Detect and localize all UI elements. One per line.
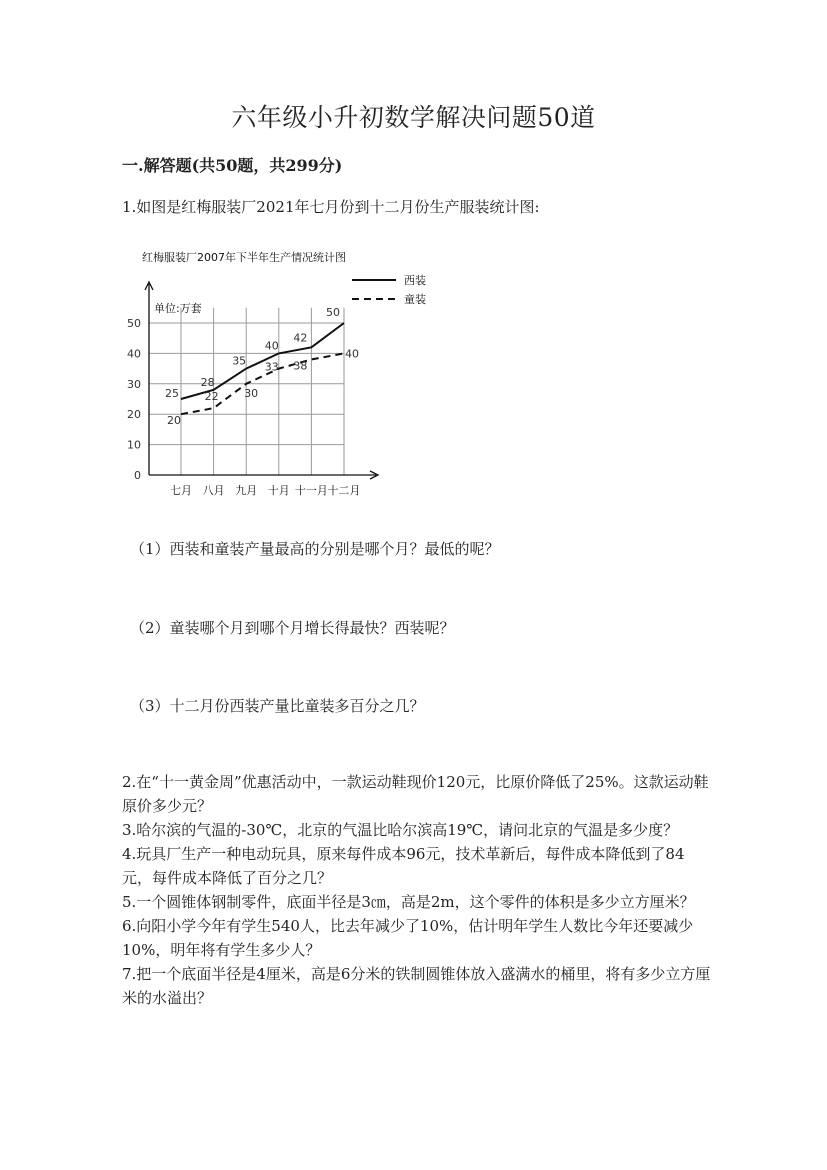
x-tick-label: 九月 [235, 484, 258, 497]
data-label: 30 [244, 386, 259, 400]
page-title: 六年级小升初数学解决问题50道 [231, 103, 596, 132]
y-tick-label: 20 [127, 408, 141, 422]
sub-question-1: （1）西装和童装产量最高的分别是哪个月？最低的呢？ [130, 540, 500, 558]
y-tick-label: 10 [127, 438, 141, 452]
chart-legend [352, 273, 426, 306]
chart-unit-label: 单位:万套 [154, 302, 202, 315]
x-tick-label: 十月 [267, 484, 290, 497]
legend-label: 西装 [404, 274, 426, 287]
data-label: 28 [200, 375, 215, 389]
x-tick-label: 十一月 [294, 484, 328, 497]
y-tick-label: 0 [134, 469, 141, 482]
data-label: 33 [264, 360, 279, 374]
data-labels [165, 306, 359, 427]
y-tick-labels [127, 317, 141, 482]
data-label: 42 [293, 331, 308, 345]
x-tick-label: 七月 [170, 484, 192, 497]
data-label: 35 [232, 354, 247, 368]
problem-list [122, 770, 712, 1010]
sub-question-3: （3）十二月份西装产量比童装多百分之几？ [130, 697, 425, 715]
chart-svg [120, 246, 426, 506]
sub-question-2: （2）童装哪个月到哪个月增长得最快？西装呢？ [130, 619, 455, 637]
x-tick-label: 十二月 [327, 484, 361, 497]
y-tick-label: 30 [127, 377, 141, 391]
chart-title: 红梅服装厂2007年下半年生产情况统计图 [142, 251, 346, 264]
x-tick-label: 八月 [202, 484, 225, 497]
x-tick-labels [170, 483, 361, 497]
data-label: 20 [167, 414, 181, 428]
problem-4: 4.玩具厂生产一种电动玩具，原来每件成本96元，技术革新后，每件成本降低到了84元，每件成本降低了百分之几？ [122, 845, 685, 887]
data-label: 25 [165, 387, 179, 400]
data-label: 50 [326, 306, 340, 319]
y-tick-label: 50 [127, 317, 141, 330]
problem-3: 3.哈尔滨的气温的-30℃，北京的气温比哈尔滨高19℃，请问北京的气温是多少度？ [122, 821, 679, 839]
y-tick-label: 40 [127, 347, 141, 361]
problem-2: 2.在“十一黄金周”优惠活动中，一款运动鞋现价120元，比原价降低了25%。这款运动鞋原价多少元？ [122, 773, 709, 815]
data-label: 40 [345, 347, 359, 361]
data-label: 22 [204, 390, 219, 404]
question-1-text: 1.如图是红梅服装厂2021年七月份到十二月份生产服装统计图: [122, 198, 540, 216]
problem-6: 6.向阳小学今年有学生540人，比去年减少了10%，估计明年学生人数比今年还要减少10%，明年将有学生多少人？ [122, 917, 694, 959]
data-label: 40 [264, 339, 279, 353]
data-label: 38 [293, 359, 308, 373]
legend-label: 童装 [404, 293, 426, 306]
section-heading: 一.解答题(共50题，共299分) [122, 156, 343, 175]
line-chart [120, 246, 426, 506]
problem-5: 5.一个圆锥体钢制零件，底面半径是3㎝，高是2m，这个零件的体积是多少立方厘米？ [122, 893, 695, 911]
problem-7: 7.把一个底面半径是4厘米，高是6分米的铁制圆锥体放入盛满水的桶里，将有多少立方厘米的水溢出？ [122, 965, 711, 1007]
